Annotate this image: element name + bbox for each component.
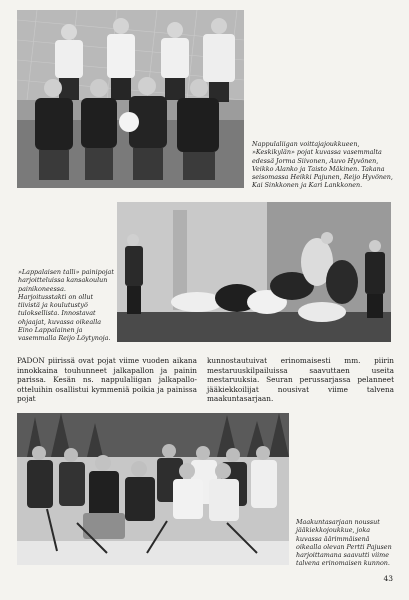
- body-text-right-column: kunnostautuivat erinomaisesti mm. piirin mestaruuskilpailuissa saavuttaen useita mestaruuksia. Seuran perussarjassa pelanneet jääkiekkoilijat nousivat viime talvena maakuntasarjaan.: [207, 356, 394, 404]
- football-photo-caption: Nappulaliigan voittajajoukkueen, »Keskikylän» pojat kuvassa vasemmalta edessä Jorma Siivonen, Auvo Hyvönen, Veikko Alanko ja Taisto Mäkinen. Takana seisomassa Heikki Pajunen, Reijo Hyvönen, Kai Sinkkonen ja Kari Lankkonen.: [252, 140, 393, 190]
- football-team-photo: [17, 10, 244, 188]
- gym-photo-caption: »Lappalaisen talli» painipojat harjoitteluissa kansakoulun painikoneessa. Harjoitusstakti on ollut tiivistä ja koulutustyö tuloksellista. Innostavat ohjaajat, kuvassa oikealla Eino Lappalainen ja vasemmalla Reijo Löytynoja.: [18, 268, 114, 343]
- wrestling-gym-image: [117, 202, 391, 342]
- body-text-left-column: PADON piirissä ovat pojat viime vuoden aikana innokkaina touhunneet jalkapallon ja painin parissa. Kesän ns. nappulaliigan jalkapallo-otteluihin osallistui kymmeniä poikia ja painissa pojat: [17, 356, 197, 404]
- wrestling-gym-photo: [117, 202, 391, 342]
- page-number: 43: [383, 574, 393, 583]
- hockey-team-photo: [17, 413, 289, 565]
- hockey-team-image: [17, 413, 289, 565]
- hockey-photo-caption: Maakuntasarjaan noussut jääkiekkojoukkue, joka kuvassa äärimmäisenä oikealla olevan Pertti Pajusen harjoittamana saavutti viime talvena erinomaisen kunnon.: [296, 518, 392, 568]
- football-team-image: [17, 10, 244, 188]
